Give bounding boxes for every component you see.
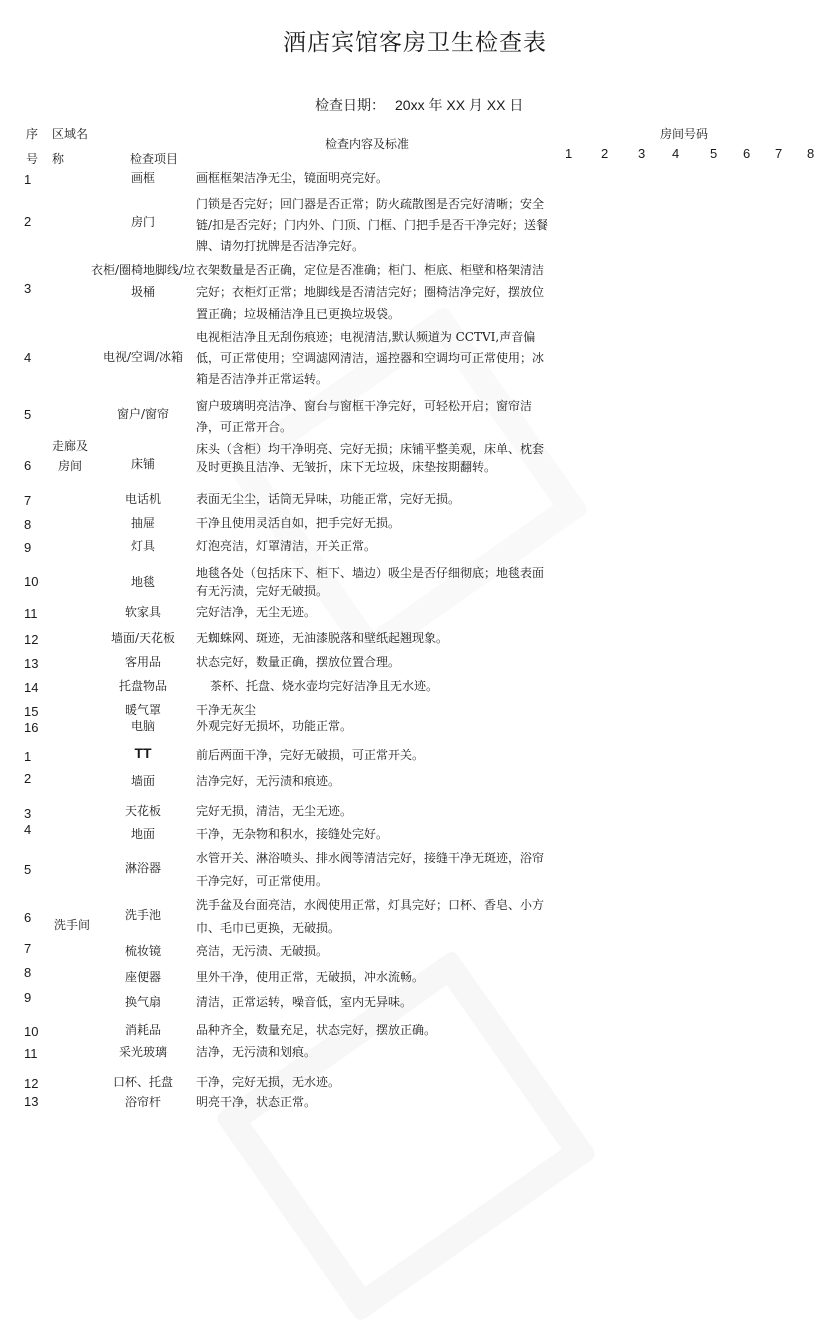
row-standard: 无蜘蛛网、斑迹，无油漆脱落和壁纸起翘现象。	[196, 631, 449, 645]
row-standard: 明亮干净，状态正常。	[196, 1095, 317, 1109]
room-number-6: 6	[743, 146, 751, 161]
row-standard: 窗户玻璃明亮洁净、窗台与窗框干净完好，可轻松开启；窗帘洁净，可正常开合。	[196, 399, 533, 434]
row-item: 客用品	[124, 655, 161, 669]
row-standard: 电视柜洁净且无刮伤痕迹；电视清洁,默认频道为 CCTVI,声音偏低，可正常使用；空调滤网清洁，遥控器和空调均可正常使用；冰箱是否洁净并正常运转。	[196, 330, 545, 386]
row-item: 窗户/窗帘	[116, 407, 170, 421]
row-number: 8	[24, 965, 32, 980]
row-standard: 里外干净，使用正常，无破损，冲水流畅。	[196, 970, 425, 984]
row-standard: 外观完好无损坏，功能正常。	[196, 719, 353, 733]
row-standard: 洁净完好，无污渍和痕迹。	[196, 774, 341, 788]
row-number: 7	[24, 493, 32, 508]
row-item: 软家具	[124, 605, 161, 619]
row-number: 11	[24, 606, 38, 621]
row-number: 1	[24, 749, 32, 764]
row-standard: 完好无损，清洁，无尘无迹。	[196, 804, 353, 818]
row-standard: 状态完好，数量正确，摆放位置合理。	[196, 655, 401, 669]
row-standard: 完好洁净，无尘无迹。	[196, 605, 317, 619]
room-number-4: 4	[672, 146, 680, 161]
row-item: 地毯	[130, 575, 155, 589]
inspection-date	[315, 95, 523, 115]
row-number: 6	[24, 458, 32, 473]
room-number-2: 2	[601, 146, 609, 161]
row-number: 2	[24, 214, 32, 229]
row-item: 电脑	[130, 719, 155, 733]
row-item: 消耗品	[124, 1023, 161, 1037]
date-label: 检查日期：	[315, 98, 385, 114]
header-room-number: 房间号码	[660, 127, 709, 141]
row-item: 画框	[130, 171, 155, 185]
row-standard: 灯泡亮洁，灯罩清洁，开关正常。	[196, 539, 377, 553]
row-item: 墙面	[130, 774, 155, 788]
row-number: 7	[24, 941, 32, 956]
row-number: 2	[24, 771, 32, 786]
row-number: 9	[24, 540, 32, 555]
header-seq-top: 序	[26, 127, 39, 141]
row-item: TT	[134, 745, 152, 761]
row-item: 梳妆镜	[124, 944, 161, 958]
row-item: 口杯、托盘	[112, 1075, 173, 1089]
row-item: 房门	[130, 215, 155, 229]
row-number: 14	[24, 680, 39, 695]
row-standard: 洁净，无污渍和划痕。	[196, 1045, 317, 1059]
row-number: 8	[24, 517, 32, 532]
row-standard: 衣架数量是否正确，定位是否准确；柜门、柜底、柜壁和格架清洁完好；衣柜灯正常；地脚线是否清洁完好；圈椅洁净完好，摆放位置正确；垃圾桶洁净且已更换垃圾袋。	[196, 263, 545, 321]
row-standard: 门锁是否完好；回门器是否正常；防火疏散图是否完好清晰；安全链/扣是否完好；门内外、门顶、门框、门把手是否干净完好；送餐牌、请勿打扰牌是否洁净完好。	[196, 197, 549, 253]
row-item: 灯具	[130, 539, 155, 553]
row-item: 托盘物品	[118, 679, 167, 693]
header-seq-bottom: 号	[26, 152, 39, 166]
header-area-bottom: 称	[52, 152, 65, 166]
row-standard: 干净，完好无损，无水迹。	[196, 1075, 341, 1089]
row-standard: 水管开关、淋浴喷头、排水阀等清洁完好，接缝干净无斑迹，浴帘干净完好，可正常使用。	[196, 851, 545, 888]
row-item: 抽屉	[130, 516, 155, 530]
row-number: 10	[24, 1024, 39, 1039]
row-number: 11	[24, 1046, 38, 1061]
row-standard: 床头（含柜）均干净明亮、完好无损；床铺平整美观，床单、枕套及时更换且洁净、无皱折，床下无垃圾，床垫按期翻转。	[196, 442, 545, 474]
room-number-3: 3	[638, 146, 646, 161]
row-item: 浴帘杆	[124, 1095, 161, 1109]
row-number: 3	[24, 281, 32, 296]
row-standard: 品种齐全，数量充足，状态完好，摆放正确。	[196, 1023, 437, 1037]
row-standard: 干净无灰尘	[196, 703, 257, 717]
row-standard: 画框框架洁净无尘，镜面明亮完好。	[196, 171, 389, 185]
row-number: 12	[24, 632, 39, 647]
row-standard: 洗手盆及台面亮洁，水阀使用正常，灯具完好；口杯、香皂、小方巾、毛巾已更换，无破损。	[196, 898, 545, 935]
header-check-item: 检查项目	[130, 152, 179, 166]
area-label-room: 走廊及房间	[51, 439, 88, 473]
row-item: 地面	[130, 827, 155, 841]
row-standard: 表面无尘尘，话筒无异味，功能正常，完好无损。	[196, 492, 461, 506]
row-number: 3	[24, 806, 32, 821]
row-item: 洗手池	[124, 908, 161, 922]
row-number: 12	[24, 1076, 39, 1091]
row-number: 1	[24, 172, 32, 187]
row-number: 13	[24, 656, 39, 671]
row-standard: 干净且使用灵活自如，把手完好无损。	[196, 516, 401, 530]
row-item: 床铺	[130, 457, 155, 471]
row-item: 暖气罩	[124, 703, 161, 717]
row-number: 15	[24, 704, 39, 719]
row-item: 淋浴器	[124, 861, 161, 875]
row-number: 9	[24, 990, 32, 1005]
room-number-7: 7	[775, 146, 783, 161]
row-standard: 清洁，正常运转，噪音低，室内无异味。	[196, 995, 413, 1009]
header-standard: 检查内容及标准	[325, 137, 410, 151]
row-number: 13	[24, 1094, 39, 1109]
room-number-5: 5	[710, 146, 718, 161]
row-number: 5	[24, 862, 32, 877]
row-standard: 亮洁，无污渍、无破损。	[196, 944, 329, 958]
row-standard: 前后两面干净，完好无破损，可正常开关。	[196, 748, 425, 762]
row-item: 电视/空调/冰箱	[102, 350, 184, 364]
header-area-top: 区域名	[52, 127, 89, 141]
room-number-1: 1	[565, 146, 573, 161]
area-label-bathroom: 洗手间	[53, 918, 90, 932]
page-title: 酒店宾馆客房卫生检查表	[283, 30, 547, 56]
row-item: 天花板	[124, 804, 161, 818]
row-item: 采光玻璃	[118, 1045, 167, 1059]
date-value: 20xx 年 XX 月 XX 日	[395, 97, 524, 113]
row-item: 电话机	[124, 492, 161, 506]
row-item: 衣柜/圈椅地脚线/垃圾桶	[90, 263, 196, 299]
room-number-8: 8	[807, 146, 815, 161]
row-item: 座便器	[124, 970, 161, 984]
row-number: 16	[24, 720, 39, 735]
row-standard: 干净，无杂物和积水，接缝处完好。	[196, 827, 389, 841]
row-number: 6	[24, 910, 32, 925]
row-item: 换气扇	[124, 995, 161, 1009]
row-item: 墙面/天花板	[110, 631, 176, 645]
row-number: 4	[24, 822, 32, 837]
row-standard: 地毯各处（包括床下、柜下、墙边）吸尘是否仔细彻底；地毯表面有无污渍，完好无破损。	[196, 566, 545, 598]
row-number: 5	[24, 407, 32, 422]
row-standard: 茶杯、托盘、烧水壶均完好洁净且无水迹。	[210, 679, 439, 693]
row-number: 4	[24, 350, 32, 365]
row-number: 10	[24, 574, 39, 589]
